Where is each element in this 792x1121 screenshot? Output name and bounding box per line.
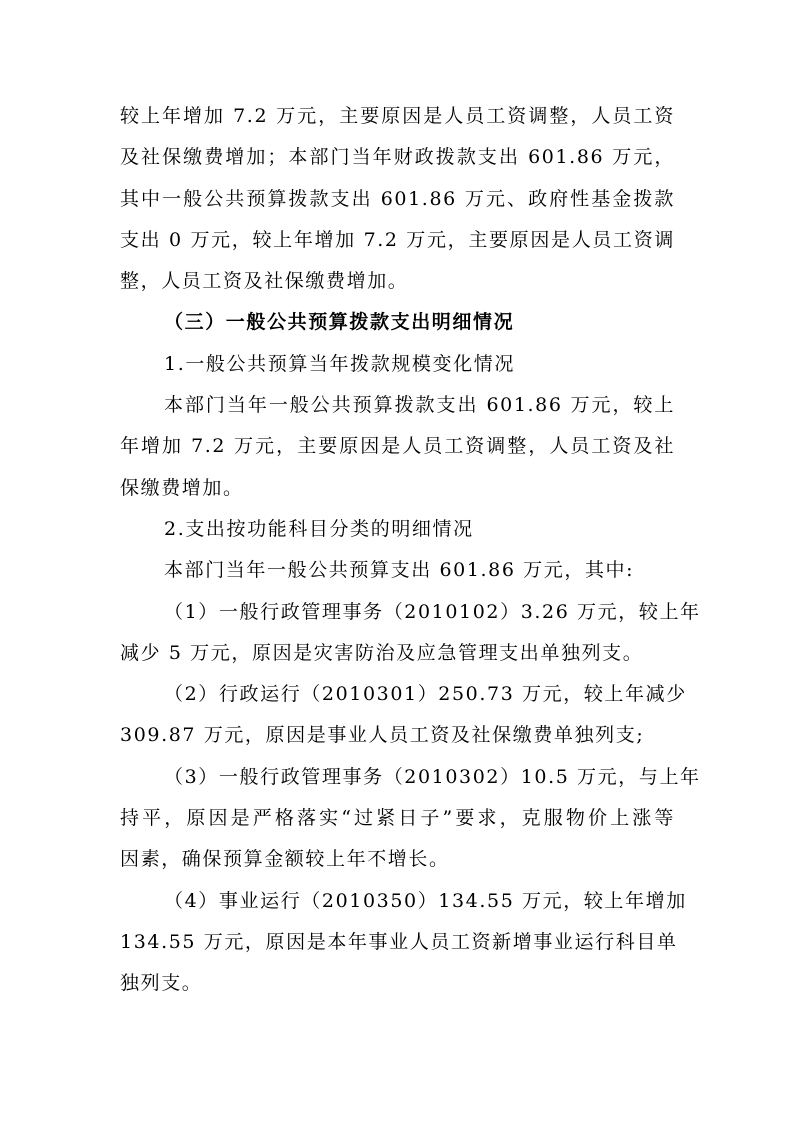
list-item-line: （2）行政运行（2010301）250.73 万元，较上年减少 <box>164 683 687 706</box>
list-item-line: 独列支。 <box>120 972 203 995</box>
list-item-line: （3）一般行政管理事务（2010302）10.5 万元，与上年 <box>164 765 701 788</box>
list-item-line: （1）一般行政管理事务（2010102）3.26 万元，较上年 <box>164 600 701 623</box>
paragraph-line: 本部门当年一般公共预算支出 601.86 万元，其中: <box>164 559 635 582</box>
list-item-line: 因素，确保预算金额较上年不增长。 <box>120 848 450 871</box>
paragraph-line: 整，人员工资及社保缴费增加。 <box>120 270 409 293</box>
paragraph-line: 其中一般公共预算拨款支出 601.86 万元、政府性基金拨款 <box>120 187 675 210</box>
paragraph-line: 保缴费增加。 <box>120 476 244 499</box>
section-heading: （三）一般公共预算拨款支出明细情况 <box>164 311 515 334</box>
paragraph-line: 本部门当年一般公共预算拨款支出 601.86 万元，较上 <box>164 394 675 417</box>
paragraph-line: 支出 0 万元，较上年增加 7.2 万元，主要原因是人员工资调 <box>120 228 675 251</box>
paragraph-line: 较上年增加 7.2 万元，主要原因是人员工资调整，人员工资 <box>120 105 675 127</box>
paragraph-line: 及社保缴费增加；本部门当年财政拨款支出 601.86 万元， <box>120 146 675 169</box>
list-item-line: （4）事业运行（2010350）134.55 万元，较上年增加 <box>164 889 687 912</box>
paragraph-line: 年增加 7.2 万元，主要原因是人员工资调整，人员工资及社 <box>120 435 675 458</box>
document-body <box>120 96 701 1005</box>
list-item-line: 减少 5 万元，原因是灾害防治及应急管理支出单独列支。 <box>120 641 644 664</box>
list-item-line: 持平，原因是严格落实“过紧日子”要求，克服物价上涨等 <box>120 807 675 830</box>
list-item-line: 134.55 万元，原因是本年事业人员工资新增事业运行科目单 <box>120 930 678 953</box>
subsection-heading: 2.支出按功能科目分类的明细情况 <box>164 517 474 540</box>
list-item-line: 309.87 万元，原因是事业人员工资及社保缴费单独列支; <box>120 724 645 747</box>
subsection-heading: 1.一般公共预算当年拨款规模变化情况 <box>164 352 515 375</box>
